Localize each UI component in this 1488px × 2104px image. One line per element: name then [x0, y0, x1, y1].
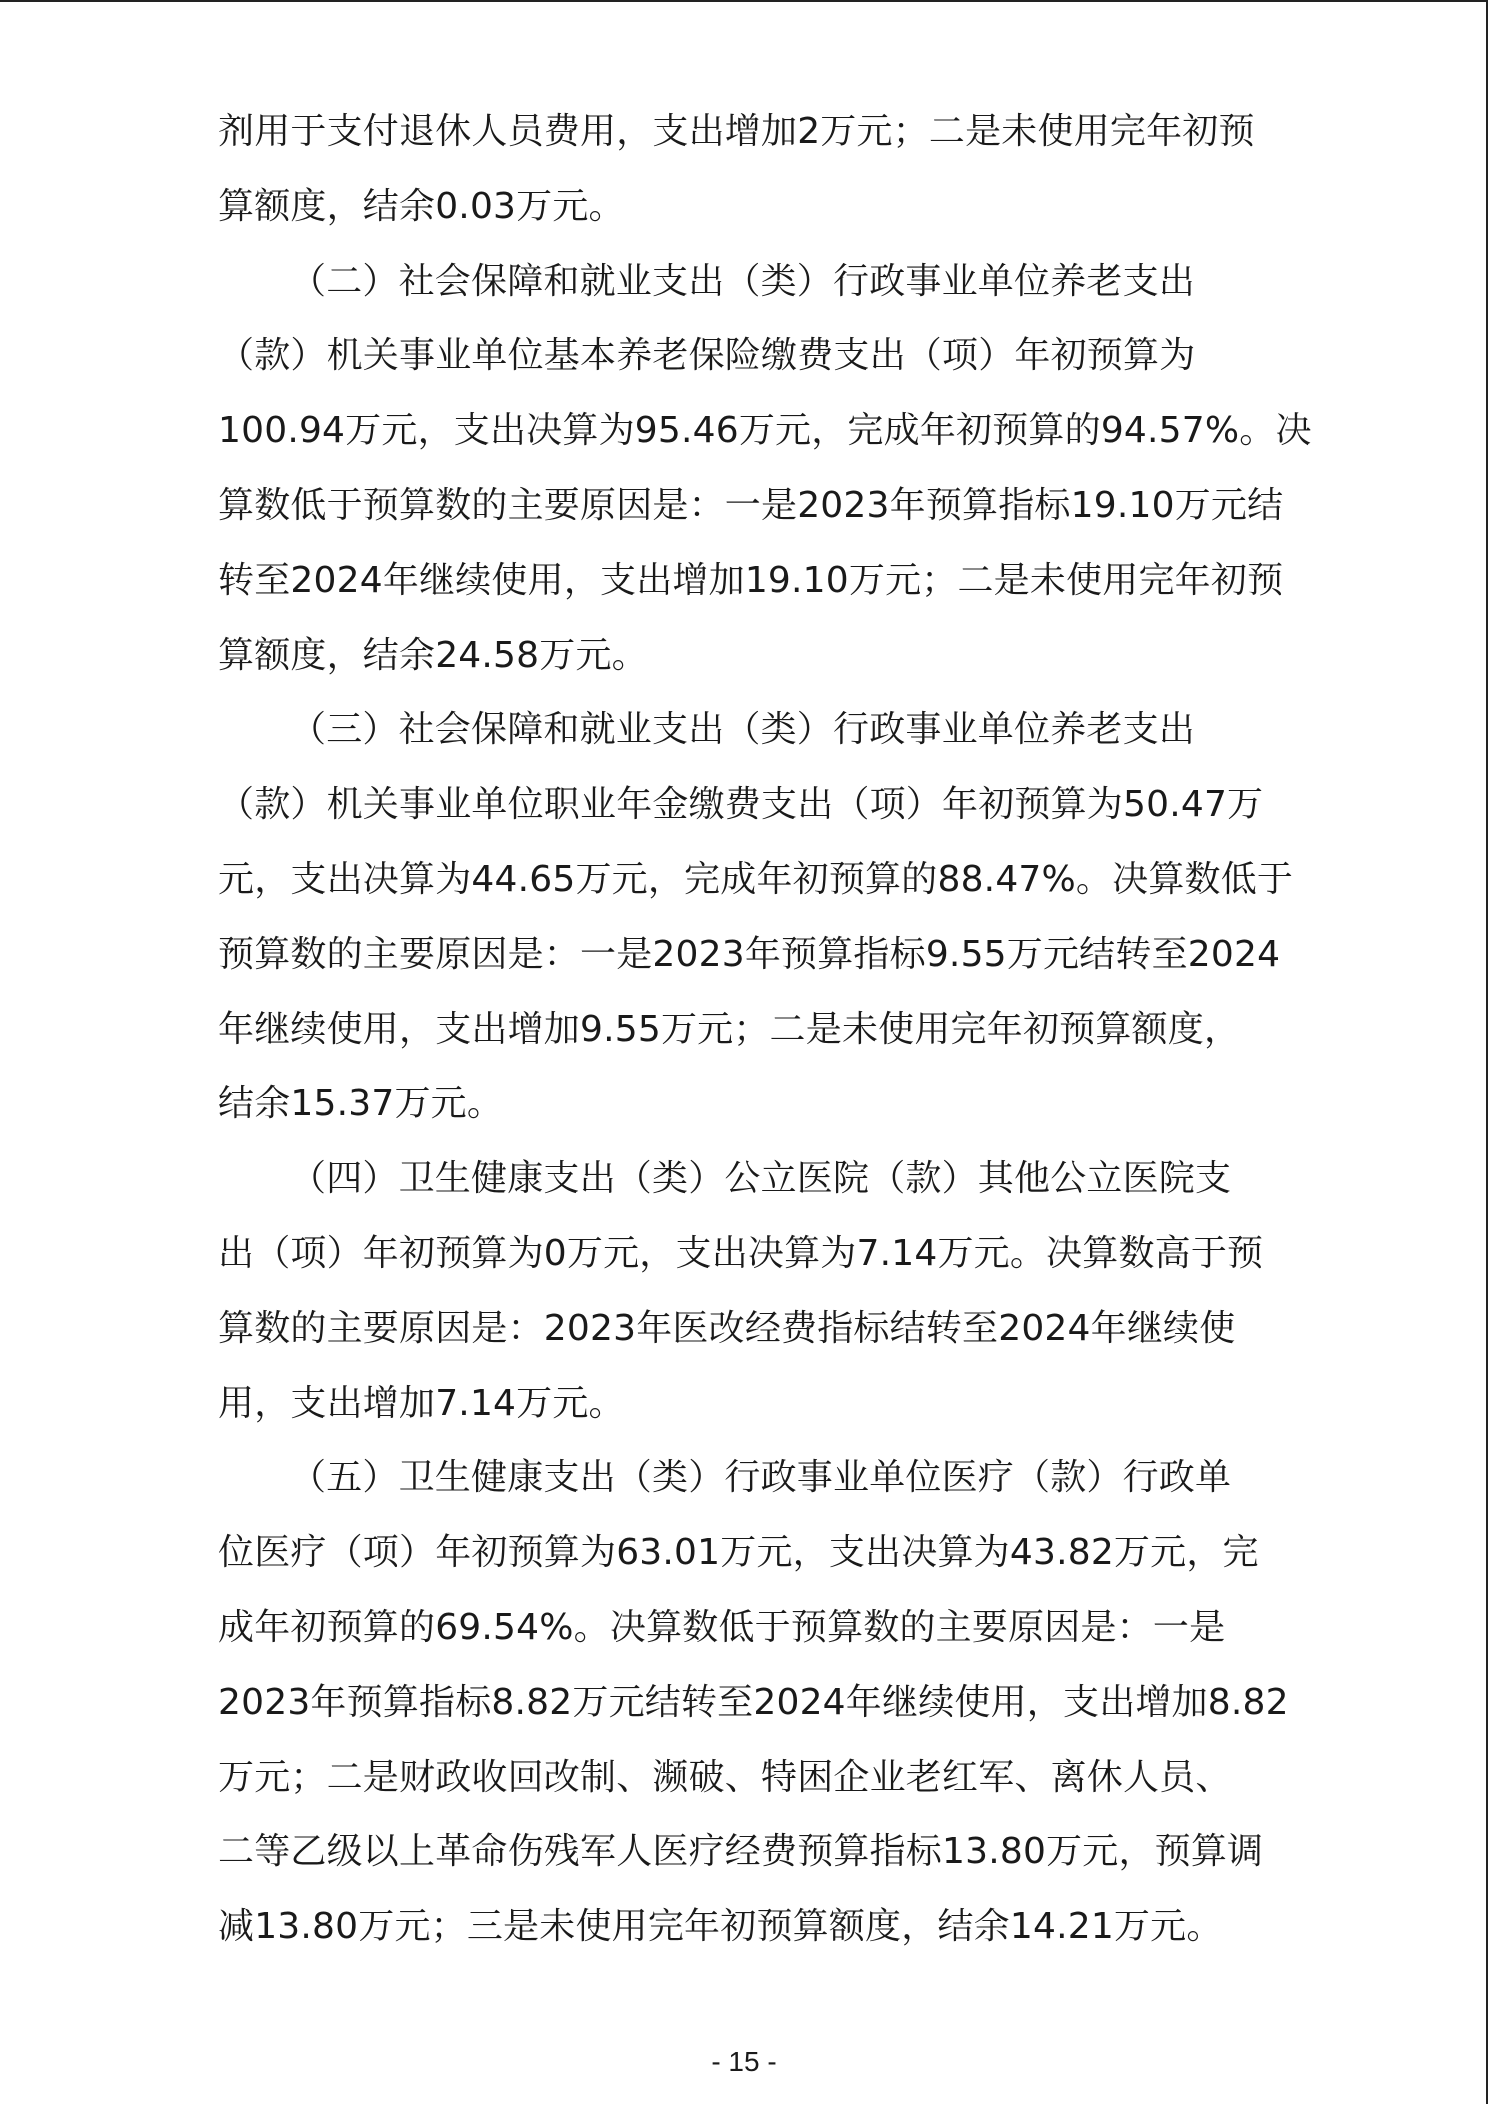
text-line: 出（项）年初预算为0万元，支出决算为7.14万元。决算数高于预: [218, 1232, 1264, 1274]
text-line: 元，支出决算为44.65万元，完成年初预算的88.47%。决算数低于: [218, 858, 1294, 900]
section-heading-line: （三）社会保障和就业支出（类）行政事业单位养老支出: [290, 709, 1196, 751]
section-heading-line: （四）卫生健康支出（类）公立医院（款）其他公立医院支: [290, 1158, 1232, 1200]
text-line: 算数的主要原因是：2023年医改经费指标结转至2024年继续使: [218, 1307, 1236, 1349]
text-line: （款）机关事业单位职业年金缴费支出（项）年初预算为50.47万: [218, 784, 1264, 826]
text-line: 预算数的主要原因是：一是2023年预算指标9.55万元结转至2024: [218, 933, 1281, 975]
text-line: 结余15.37万元。: [218, 1083, 504, 1125]
page-number: - 15 -: [711, 2046, 777, 2077]
text-line: 转至2024年继续使用，支出增加19.10万元；二是未使用完年初预: [218, 559, 1284, 601]
text-line: 剂用于支付退休人员费用，支出增加2万元；二是未使用完年初预: [218, 111, 1255, 152]
text-line: 2023年预算指标8.82万元结转至2024年继续使用，支出增加8.82: [218, 1681, 1289, 1723]
text-line: 成年初预算的69.54%。决算数低于预算数的主要原因是：一是: [218, 1606, 1226, 1648]
text-line: 算额度，结余24.58万元。: [218, 634, 648, 676]
text-line: 二等乙级以上革命伤残军人医疗经费预算指标13.80万元，预算调: [218, 1831, 1264, 1873]
text-line: 算数低于预算数的主要原因是：一是2023年预算指标19.10万元结: [218, 484, 1284, 526]
text-line: 用，支出增加7.14万元。: [218, 1382, 625, 1424]
text-line: 位医疗（项）年初预算为63.01万元，支出决算为43.82万元，完: [218, 1532, 1259, 1574]
section-heading-line: （五）卫生健康支出（类）行政事业单位医疗（款）行政单: [290, 1457, 1232, 1499]
section-heading-line: （二）社会保障和就业支出（类）行政事业单位养老支出: [290, 260, 1196, 302]
text-line: 减13.80万元；三是未使用完年初预算额度，结余14.21万元。: [218, 1906, 1223, 1948]
text-line: （款）机关事业单位基本养老保险缴费支出（项）年初预算为: [218, 335, 1196, 377]
text-line: 年继续使用，支出增加9.55万元；二是未使用完年初预算额度，: [218, 1008, 1241, 1050]
text-line: 万元；二是财政收回改制、濒破、特困企业老红军、离休人员、: [218, 1756, 1232, 1798]
document-body: [218, 95, 1312, 1965]
text-line: 100.94万元，支出决算为95.46万元，完成年初预算的94.57%。决: [218, 410, 1312, 452]
text-line: 算额度，结余0.03万元。: [218, 185, 625, 227]
